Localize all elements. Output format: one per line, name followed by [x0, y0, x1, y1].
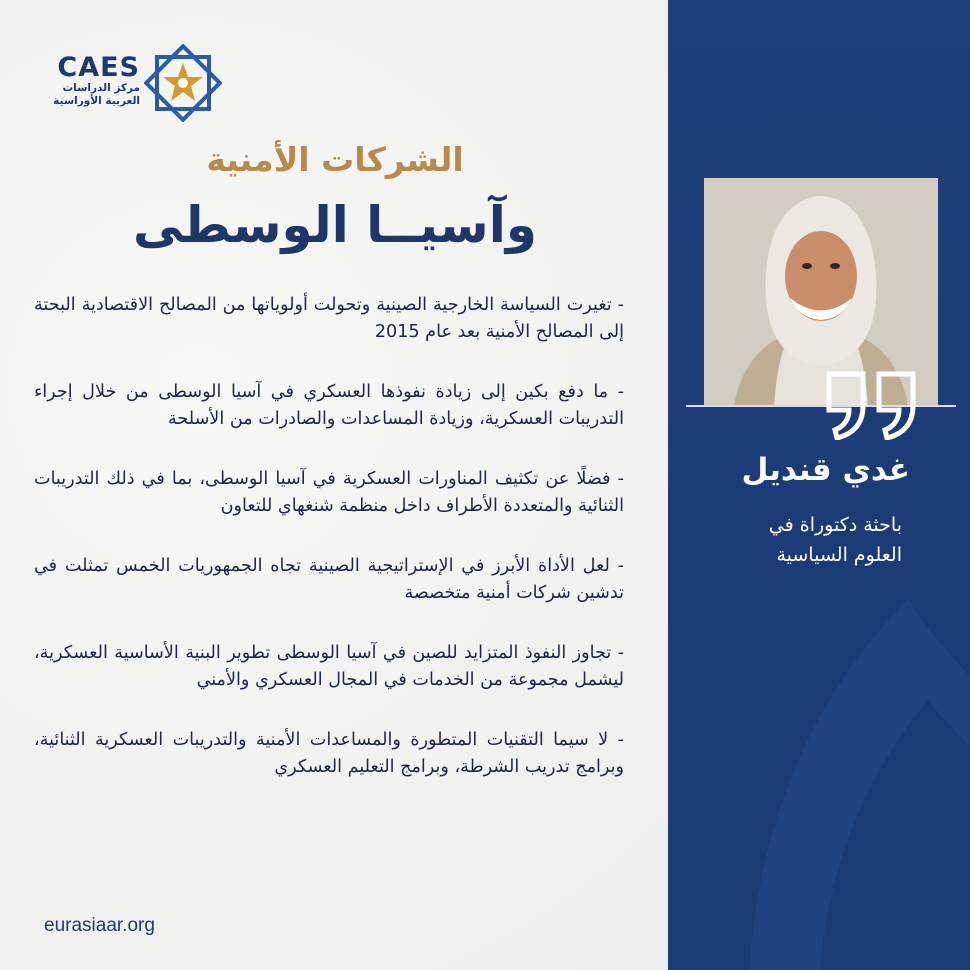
- logo-subtitle-line2: العربية الأوراسية: [53, 95, 140, 107]
- quote-mark-icon: [825, 370, 919, 440]
- speaker-title-line2: العلوم السياسية: [776, 544, 902, 566]
- logo-subtitle-line1: مركز الدراسات: [62, 82, 140, 94]
- speaker-name: غدي قنديل: [741, 452, 910, 488]
- bullet-item: - ما دفع بكين إلى زيادة نفوذها العسكري في آسيا الوسطى من خلال إجراء التدريبات العسكرية، وزيادة المساعدات والصادرات من الأسلحة: [34, 382, 624, 429]
- logo-abbreviation: CAES: [57, 52, 140, 83]
- logo-text: [52, 54, 140, 108]
- bullet-item: - لا سيما التقنيات المتطورة والمساعدات الأمنية والتدريبات العسكرية الثنائية، وبرامج تدريب الشرطة، وبرامج التعليم العسكري: [34, 730, 624, 777]
- speaker-title: [700, 510, 902, 570]
- caes-logo[interactable]: [52, 44, 222, 124]
- eight-point-star-logo-icon: [144, 44, 222, 122]
- bullet-item: - تجاوز النفوذ المتزايد للصين في آسيا الوسطى تطوير البنية الأساسية العسكرية، ليشمل مجموعة من الخدمات في المجال العسكري والأمني: [34, 643, 624, 690]
- bullet-item: - تغيرت السياسة الخارجية الصينية وتحولت أولوياتها من المصالح الاقتصادية البحتة إلى المصالح الأمنية بعد عام 2015: [34, 295, 624, 342]
- speaker-title-line1: باحثة دكتوراة في: [768, 514, 902, 536]
- decorative-arch-shape: [708, 560, 970, 970]
- headline-line2: وآسيــا الوسطى: [133, 196, 537, 254]
- website-link[interactable]: eurasiaar.org: [44, 915, 155, 936]
- bullet-item: - فضلًا عن تكثيف المناورات العسكرية في آسيا الوسطى، بما في ذلك التدريبات الثنائية والمتعددة الأطراف داخل منظمة شنغهاي للتعاون: [34, 469, 624, 516]
- bullet-list: [34, 292, 624, 814]
- bullet-item: - لعل الأداة الأبرز في الإستراتيجية الصينية تجاه الجمهوريات الخمس تمثلت في تدشين شركات أمنية متخصصة: [34, 556, 624, 603]
- headline-line1: الشركات الأمنية: [206, 140, 464, 179]
